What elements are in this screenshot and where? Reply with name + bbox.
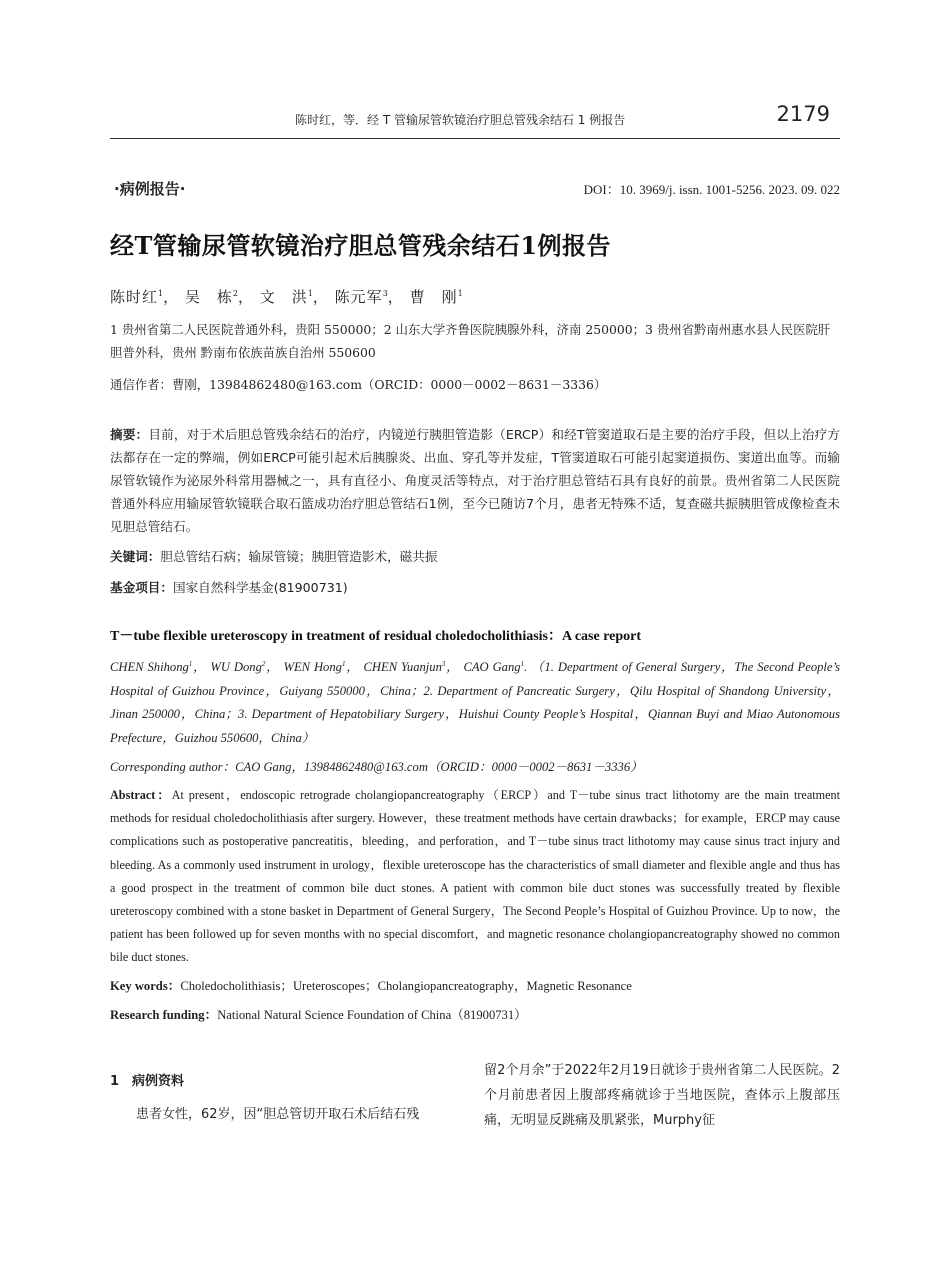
abstract-cn-label: 摘要： (110, 427, 149, 442)
section-title: 病例资料 (132, 1074, 185, 1089)
author: 曹 刚 (409, 288, 458, 306)
section-tag-row (110, 178, 840, 200)
author-en-sup: 2 (261, 660, 266, 668)
corresponding-author: 通信作者：曹刚，13984862480@163.com（ORCID：0000－0002－8631－3336） (110, 377, 607, 392)
affiliations: 1 贵州省第二人民医院普通外科，贵阳 550000；2 山东大学齐鲁医院胰腺外科，济南 250000；3 贵州省黔南州惠水县人民医院肝胆普外科，贵州 黔南布依族苗族自治州 550600 (110, 322, 831, 360)
article-title: 经T管输尿管软镜治疗胆总管残余结石1例报告 (110, 231, 612, 260)
keywords-en (110, 975, 840, 994)
body-paragraph: 患者女性，62岁，因“胆总管切开取石术后结石残 (136, 1107, 420, 1122)
section-heading (110, 1068, 465, 1096)
keywords-cn-label: 关键词： (110, 549, 161, 564)
doi: DOI：10. 3969/j. issn. 1001-5256. 2023. 09. 022 (583, 182, 840, 197)
affiliations-en: （1. Department of General Surgery，The Second People’s Hospital of Guizhou Province，Guiyang 550000，China；2. Department of Pancreatic Surgery，Qilu Hospital of Shandong University，Jinan 250000，China；3. Department of Hepatobiliary Surgery，Huishui County People’s Hospital，Qiannan Buyi and Miao Autonomous Prefecture，Guizhou 550600，China） (110, 660, 840, 745)
running-title: 陈时红，等．经 T 管输尿管软镜治疗胆总管残余结石 1 例报告 (295, 113, 626, 127)
author-en-sup: 1 (341, 660, 346, 668)
author-en: CHEN Shihong (110, 660, 189, 675)
authors-en: CHEN Shihong$^1$， WU Dong$^2$， WEN Hong$^1$， CHEN Yuanjun$^3$， CAO Gang$^1$. （1. Department of General Surgery，The Second People’s Hospital of Guizhou Province，Guiyang 550000，China；2. Department of Pancreatic Surgery，Qilu Hospital of Shandong University，Jinan 250000，China；3. Department of Hepatobiliary Surgery，Huishui County People’s Hospital，Qiannan Buyi and Miao Autonomous Prefecture，Guizhou 550600，China） (110, 660, 840, 745)
keywords-cn (110, 546, 840, 565)
body-paragraph: 留2个月余”于2022年2月19日就诊于贵州省第二人民医院。2个月前患者因上腹部疼痛就诊于当地医院，查体示上腹部压痛，无明显反跳痛及肌紧张，Murphy征 (484, 1063, 840, 1128)
abstract-en-label: Abstract： (110, 788, 172, 802)
funding-cn-text: 国家自然科学基金(81900731) (172, 580, 348, 595)
author: 陈元军 (334, 288, 383, 306)
author-sup: 3 (382, 289, 388, 298)
author: 文 洪 (259, 288, 308, 306)
author-en: CHEN Yuanjun (363, 660, 442, 675)
title-en: T－tube flexible ureteroscopy in treatment of residual choledocholithiasis：A case report (110, 629, 642, 644)
author-en: WU Dong (210, 660, 262, 675)
funding-en-text: National Natural Science Foundation of China（81900731） (217, 1008, 527, 1022)
author: 陈时红 (110, 288, 159, 306)
abstract-en-text: At present，endoscopic retrograde cholangiopancreatography（ERCP）and T－tube sinus tract lithotomy are the main treatment methods for residual choledocholithiasis after surgery. However，these treatment methods have certain drawbacks；for example，ERCP may cause complications such as postoperative pancreatitis，bleeding，and perforation，and T－tube sinus tract lithotomy may cause sinus tract injury and bleeding. As a commonly used instrument in urology，flexible ureteroscope has the characteristics of small diameter and flexible angle and thus has a good prospect in the treatment of common bile duct stones. A patient with common bile duct stones was successfully treated by flexible ureteroscopy combined with a stone basket in Department of General Surgery，The Second People’s Hospital of Guizhou Province. Up to now，the patient has been followed up for seven months with no special discomfort，and magnetic resonance cholangiopancreatography showed no common bile duct stones. (110, 788, 841, 965)
abstract-cn (110, 423, 840, 538)
funding-cn-label: 基金项目： (110, 580, 173, 595)
author-en-sup: 3 (441, 660, 446, 668)
author-en-sup: 1 (520, 660, 525, 668)
page-number: 2179 (776, 102, 830, 126)
author-list: 陈时红$^1$， 吴 栋$^2$， 文 洪$^1$， 陈元军$^3$， 曹 刚$^1$ (110, 288, 463, 306)
keywords-en-label: Key words： (110, 979, 181, 993)
author-sup: 1 (307, 289, 313, 298)
body-column-left (110, 1068, 465, 1127)
keywords-en-text: Choledocholithiasis；Ureteroscopes；Cholangiopancreatography，Magnetic Resonance (180, 979, 632, 993)
author-en: WEN Hong (283, 660, 342, 675)
author-en: CAO Gang (463, 660, 521, 675)
keywords-cn-text: 胆总管结石病；输尿管镜；胰胆管造影术，磁共振 (160, 549, 438, 564)
section-number: 1 (110, 1074, 120, 1089)
author-en-sup: 1 (188, 660, 193, 668)
corresponding-author-en: Corresponding author：CAO Gang，13984862480@163.com（ORCID：0000－0002－8631－3336） (110, 760, 643, 774)
abstract-en (110, 784, 840, 970)
section-tag: ·病例报告· (114, 180, 186, 198)
author-sup: 1 (158, 289, 164, 298)
abstract-cn-text: 目前，对于术后胆总管残余结石的治疗，内镜逆行胰胆管造影（ERCP）和经T管窦道取石是主要的治疗手段，但以上治疗方法都存在一定的弊端，例如ERCP可能引起术后胰腺炎、出血、穿孔等并发症，T管窦道取石可能引起窦道损伤、窦道出血等。而输尿管软镜作为泌尿外科常用器械之一，具有直径小、角度灵活等特点，对于治疗胆总管结石具有良好的前景。贵州省第二人民医院普通外科应用输尿管软镜联合取石篮成功治疗胆总管结石1例，至今已随访7个月，患者无特殊不适，复查磁共振胰胆管成像检查未见胆总管结石。 (110, 427, 841, 534)
funding-en-label: Research funding： (110, 1008, 218, 1022)
running-header (110, 102, 840, 139)
author: 吴 栋 (184, 288, 233, 306)
body-column-right (484, 1058, 840, 1133)
author-sup: 1 (457, 289, 463, 298)
author-sup: 2 (232, 289, 238, 298)
article-page (110, 0, 840, 1280)
funding-en (110, 1004, 840, 1023)
funding-cn (110, 577, 840, 596)
